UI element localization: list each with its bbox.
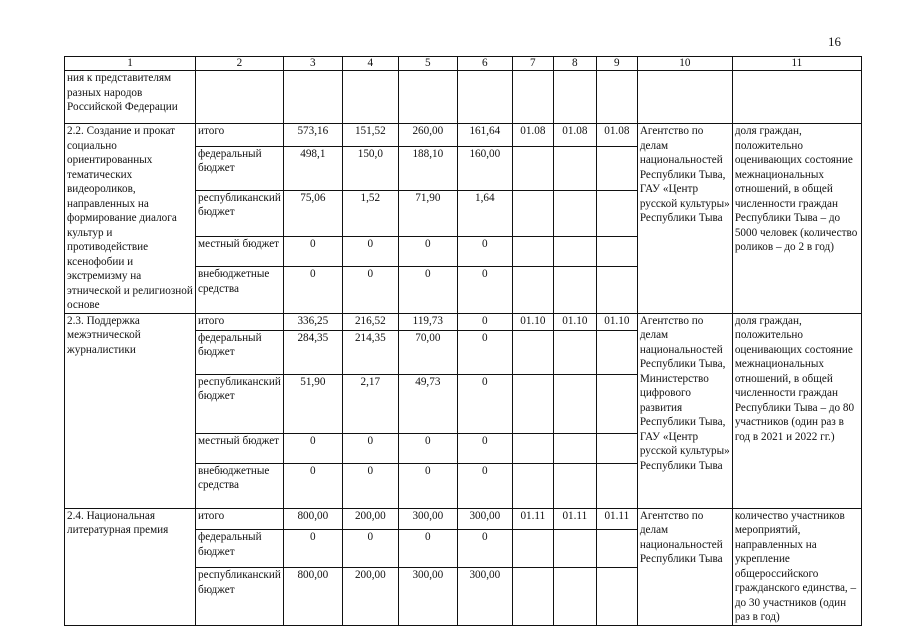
header-cell: 4 [342,57,398,71]
header-cell: 10 [637,57,732,71]
amount-year: 200,00 [342,508,398,530]
table-row [65,71,862,124]
amount-year: 216,52 [342,313,398,330]
amount-year: 300,00 [457,508,512,530]
executor: Агентство по делам национальностей Республики Тыва [637,508,732,625]
amount-year: 214,35 [342,330,398,374]
funding-source: республиканский бюджет [196,190,284,236]
amount-total: 0 [283,433,342,463]
amount-year: 49,73 [398,374,457,433]
amount-year: 70,00 [398,330,457,374]
funding-source: итого [196,313,284,330]
section-title: 2.3. Поддержка межэтнической журналистики [65,313,196,508]
amount-total: 800,00 [283,508,342,530]
page-number: 16 [828,34,841,49]
indicator: количество участников мероприятий, направленных на укрепление общероссийского гражданского единства, – до 30 участников (один раз в год) [732,508,861,625]
header-row [65,57,862,71]
amount-total: 0 [283,236,342,267]
amount-year: 1,64 [457,190,512,236]
amount-year: 2,17 [342,374,398,433]
amount-year: 0 [342,433,398,463]
amount-total: 75,06 [283,190,342,236]
deadline: 01.10 [596,313,637,330]
deadline: 01.11 [512,508,553,530]
deadline: 01.11 [596,508,637,530]
amount-year: 300,00 [398,508,457,530]
amount-total: 800,00 [283,568,342,625]
funding-source: итого [196,124,284,147]
amount-year: 0 [342,463,398,508]
amount-total: 284,35 [283,330,342,374]
amount-year: 0 [398,463,457,508]
amount-year: 1,52 [342,190,398,236]
header-cell: 11 [732,57,861,71]
amount-year: 0 [457,463,512,508]
table-row [65,508,862,530]
section-title: 2.2. Создание и прокат социально ориентированных тематических видеороликов, направленных на формирование диалога культур и противодействие ксенофобии и экстремизму на этнической и религиозной основе [65,124,196,314]
section-title: 2.4. Национальная литературная премия [65,508,196,625]
deadline: 01.08 [596,124,637,147]
header-cell: 2 [196,57,284,71]
amount-year: 0 [398,433,457,463]
table-row [65,313,862,330]
header-cell: 5 [398,57,457,71]
amount-year: 0 [457,433,512,463]
funding-source: федеральный бюджет [196,146,284,190]
header-cell: 6 [457,57,512,71]
header-cell: 8 [553,57,596,71]
amount-year: 150,0 [342,146,398,190]
amount-year: 0 [457,236,512,267]
amount-year: 161,64 [457,124,512,147]
funding-source: федеральный бюджет [196,530,284,568]
executor: Агентство по делам национальностей Республики Тыва, Министерство цифрового развития Республики Тыва, ГАУ «Центр русской культуры» Республики Тыва [637,313,732,508]
funding-source: федеральный бюджет [196,330,284,374]
amount-year: 0 [342,236,398,267]
indicator: доля граждан, положительно оценивающих состояние межнациональных отношений, в общей численности граждан Республики Тыва – до 80 участников (один раз в год в 2021 и 2022 гг.) [732,313,861,508]
executor: Агентство по делам национальностей Республики Тыва, ГАУ «Центр русской культуры» Республики Тыва [637,124,732,314]
funding-source: местный бюджет [196,433,284,463]
funding-source: внебюджетные средства [196,463,284,508]
amount-year: 160,00 [457,146,512,190]
header-cell: 1 [65,57,196,71]
amount-total: 51,90 [283,374,342,433]
amount-year: 0 [398,530,457,568]
funding-source: внебюджетные средства [196,267,284,313]
amount-year: 151,52 [342,124,398,147]
amount-year: 300,00 [398,568,457,625]
amount-year: 0 [457,530,512,568]
deadline: 01.10 [512,313,553,330]
amount-year: 119,73 [398,313,457,330]
header-cell: 3 [283,57,342,71]
amount-year: 260,00 [398,124,457,147]
amount-year: 0 [398,236,457,267]
amount-year: 0 [457,267,512,313]
amount-year: 188,10 [398,146,457,190]
amount-total: 0 [283,463,342,508]
amount-year: 71,90 [398,190,457,236]
funding-source: местный бюджет [196,236,284,267]
deadline: 01.08 [512,124,553,147]
funding-source: республиканский бюджет [196,374,284,433]
deadline: 01.11 [553,508,596,530]
amount-year: 0 [457,374,512,433]
funding-source: республиканский бюджет [196,568,284,625]
continuation-text: ния к представителям разных народов Российской Федерации [65,71,196,124]
deadline: 01.10 [553,313,596,330]
amount-year: 0 [398,267,457,313]
program-table [64,56,862,626]
amount-year: 0 [457,313,512,330]
amount-year: 0 [457,330,512,374]
header-cell: 7 [512,57,553,71]
amount-year: 300,00 [457,568,512,625]
amount-total: 0 [283,530,342,568]
amount-year: 200,00 [342,568,398,625]
table-row [65,124,862,147]
amount-total: 0 [283,267,342,313]
amount-year: 0 [342,530,398,568]
indicator: доля граждан, положительно оценивающих состояние межнациональных отношений, в общей численности граждан Республики Тыва – до 5000 человек (количество роликов – до 2 в год) [732,124,861,314]
amount-total: 573,16 [283,124,342,147]
header-cell: 9 [596,57,637,71]
amount-year: 0 [342,267,398,313]
amount-total: 336,25 [283,313,342,330]
deadline: 01.08 [553,124,596,147]
funding-source: итого [196,508,284,530]
amount-total: 498,1 [283,146,342,190]
